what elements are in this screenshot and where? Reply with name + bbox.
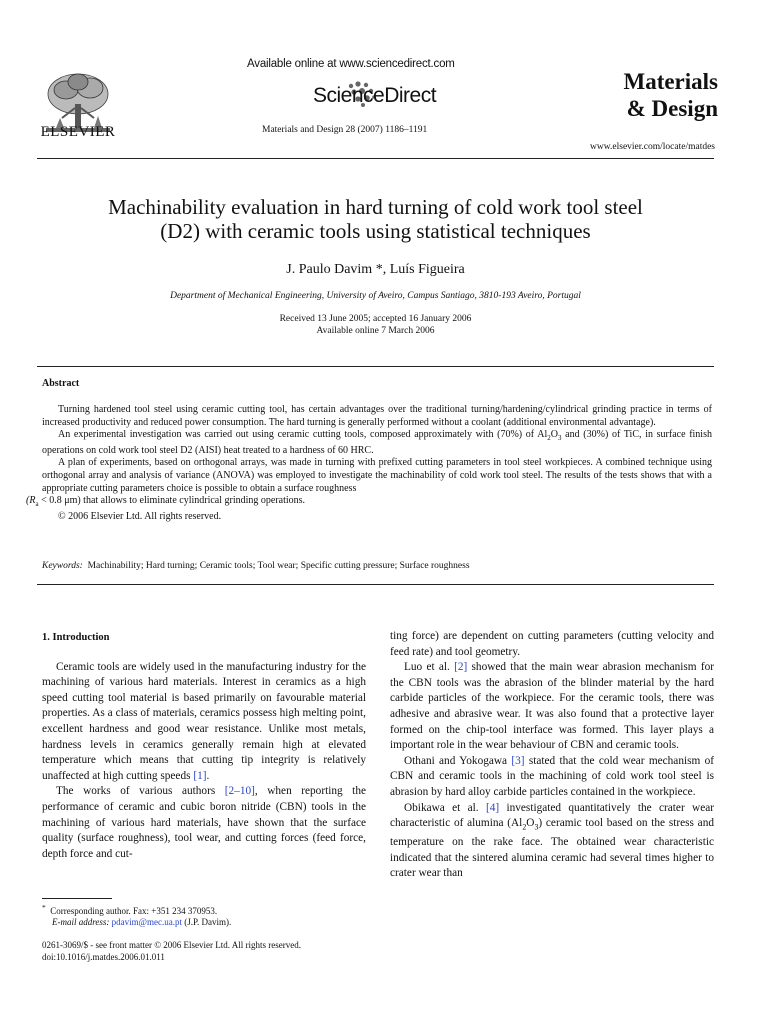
abstract-bottom-rule [37,584,714,585]
received-date: Received 13 June 2005; accepted 16 January 2006 [279,314,472,324]
header-rule [37,158,714,159]
article-dates [37,313,714,337]
keywords-list: Machinability; Hard turning; Ceramic tools; Tool wear; Specific cutting pressure; Surface roughness [87,561,470,571]
sciencedirect-wordmark: ScienceDirect [313,84,437,107]
body-paragraph: Othani and Yokogawa [3] stated that the cold wear mechanism of CBN and ceramic tools in the machining of cold work tool steel is abrasion by hard alloy carbide particles contained in the workpiece. [390,754,715,798]
article-title [37,195,714,243]
body-paragraph: Ceramic tools are widely used in the manufacturing industry for the machining of various hard materials. Interest in ceramics as a high speed cutting tool material is based primarily on favourable material properties. As a class of materials, ceramics possess high melting point, excellent hardness and good wear resistance. Unlike most metals, hardness levels in ceramics generally remain high at elevated temperature which means that cutting tip integrity is relatively unaffected at high cutting speeds [1]. [42,660,366,782]
citation-link[interactable]: [2] [454,661,468,674]
citation-link[interactable]: [1] [193,769,207,782]
abstract-paragraph: A plan of experiments, based on orthogonal arrays, was made in turning with prefixed cutting parameters in tool steel workpieces. A combined technique using orthogonal array and analysis of variance (ANOVA) was employed to investigate the machinability of cold work tool steel. The results of the tests shows that with a appropriate cutting parameters choice is possible to obtain a surface roughness ($R_a < 0.8$ μm) that allows to eliminate cylindrical grinding operations. [26,457,712,509]
body-paragraph: The works of various authors [2–10], when reporting the performance of ceramic and cubic boron nitride (CBN) tools in the machining of various hard materials, have shown that the surface quality (surface roughness), tool wear, and cutting forces (feed force, depth force and cut- [42,785,366,860]
journal-title-line2: & Design [626,96,718,121]
title-line1: Machinability evaluation in hard turning of cold work tool steel [108,195,643,219]
publisher-name: ELSEVIER [40,124,116,140]
page-footer [42,940,372,963]
citation-link[interactable]: [4] [485,801,500,814]
abstract-paragraph: An experimental investigation was carried out using ceramic cutting tools, composed approximately with (70%) of $Al_2O_3$ and (30%) of TiC, in surface finish operations on cold work tool steel D2 (AISI) heat treated to a hardness of 60 HRC. [42,429,712,456]
section-heading: 1. Introduction [42,632,110,643]
body-paragraph: Obikawa et al. [4] investigated quantitatively the crater wear characteristic of alumina $(Al_2O_3)$ ceramic tool based on the stress and temperature on the rake face. The obtained wear characteristic indicated that the sintered alumina ceramic had several times higher to crater wear than [390,801,714,880]
right-column [390,629,714,882]
email-link[interactable]: pdavim@mec.ua.pt [111,917,182,927]
footnote-line: * Corresponding author. Fax: +351 234 370953. [42,903,218,916]
body-paragraph: ting force) are dependent on cutting parameters (cutting velocity and feed rate) and tool geometry. [390,630,714,658]
journal-url[interactable]: www.elsevier.com/locate/matdes [590,142,715,152]
abstract-paragraph: Turning hardened tool steel using ceramic cutting tool, has certain advantages over the traditional turning/hardening/cylindrical grinding practice in terms of increased productivity and reduced power consumption. The hard turning is generally performed without a coolant (additional environmental advantage). [42,404,712,428]
copyright-notice: © 2006 Elsevier Ltd. All rights reserved. [58,510,222,522]
doi-line[interactable]: doi:10.1016/j.matdes.2006.01.011 [42,951,165,962]
title-line2: (D2) with ceramic tools using statistical techniques [160,219,591,243]
journal-title [598,68,718,122]
authors: J. Paulo Davim *, Luís Figueira [286,262,465,277]
footnote-rule [42,898,112,899]
abstract-body [26,404,712,523]
available-online-link[interactable]: Available online at www.sciencedirect.com [247,58,455,70]
available-date: Available online 7 March 2006 [316,326,435,336]
footnote-email: E-mail address: pdavim@mec.ua.pt (J.P. Davim). [52,917,232,927]
journal-citation: Materials and Design 28 (2007) 1186–1191 [262,125,428,135]
citation-link[interactable]: [3] [511,754,525,767]
affiliation: Department of Mechanical Engineering, University of Aveiro, Campus Santiago, 3810-193 Aveiro, Portugal [170,291,581,301]
front-matter-line: 0261-3069/$ - see front matter © 2006 Elsevier Ltd. All rights reserved. [42,940,302,950]
citation-link[interactable]: [2–10] [224,785,255,798]
abstract-top-rule [37,366,714,367]
body-paragraph: Luo et al. [2] showed that the main wear abrasion mechanism for the CBN tools was the abrasion of the blinder material by the hard carbide particles of the workpiece. For the ceramic tools, there was adhesive and abrasive wear. It was also found that a protective layer formed on the chip-tool interface was formed. This layer plays a important role in the wear behaviour of CBN and ceramic tools. [390,661,714,752]
journal-title-line1: Materials [623,69,718,94]
footnote [42,902,362,928]
abstract-heading: Abstract [42,378,80,389]
keywords [42,561,712,571]
keywords-label: Keywords: [42,561,83,571]
left-column [42,630,366,862]
